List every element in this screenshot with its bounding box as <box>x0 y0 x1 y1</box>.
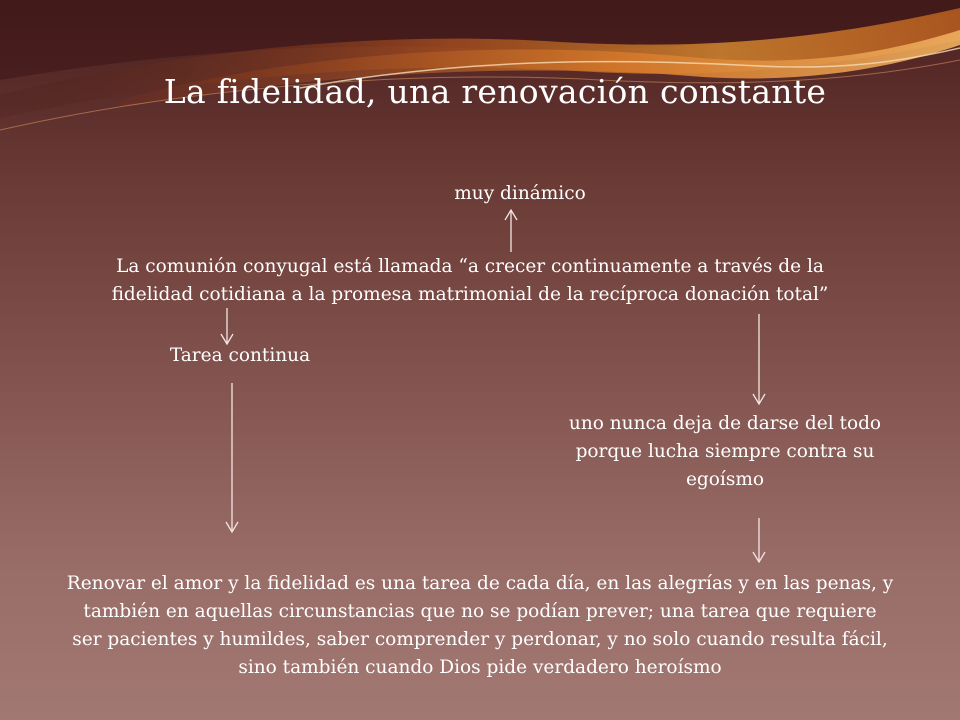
node-main-line-1: La comunión conyugal está llamada “a crecer continuamente a través de la <box>116 256 824 277</box>
node-bottom-line-3: ser pacientes y humildes, saber comprender y perdonar, y no solo cuando resulta fácil, <box>72 629 888 650</box>
node-bottom-line-1: Renovar el amor y la fidelidad es una tarea de cada día, en las alegrías y en las penas, y <box>66 573 894 594</box>
arrow-main-to-top <box>505 210 517 252</box>
node-right-line-3: egoísmo <box>685 469 765 490</box>
arrow-main-to-right <box>753 314 765 404</box>
node-top-text: muy dinámico <box>454 183 586 204</box>
arrow-main-to-left <box>221 308 233 344</box>
node-left-text: Tarea continua <box>169 345 311 366</box>
slide-title: La fidelidad, una renovación constante <box>163 72 827 111</box>
node-right-line-2: porque lucha siempre contra su <box>575 441 875 462</box>
node-main-line-2: fidelidad cotidiana a la promesa matrimonial de la recíproca donación total” <box>111 284 829 305</box>
arrow-left-to-bottom <box>226 383 238 532</box>
arrow-right-to-bottom <box>753 518 765 562</box>
node-right-line-1: uno nunca deja de darse del todo <box>568 413 882 434</box>
node-bottom-line-2: también en aquellas circunstancias que no se podían prever; una tarea que requiere <box>83 601 877 622</box>
node-bottom-line-4: sino también cuando Dios pide verdadero heroísmo <box>238 657 722 678</box>
